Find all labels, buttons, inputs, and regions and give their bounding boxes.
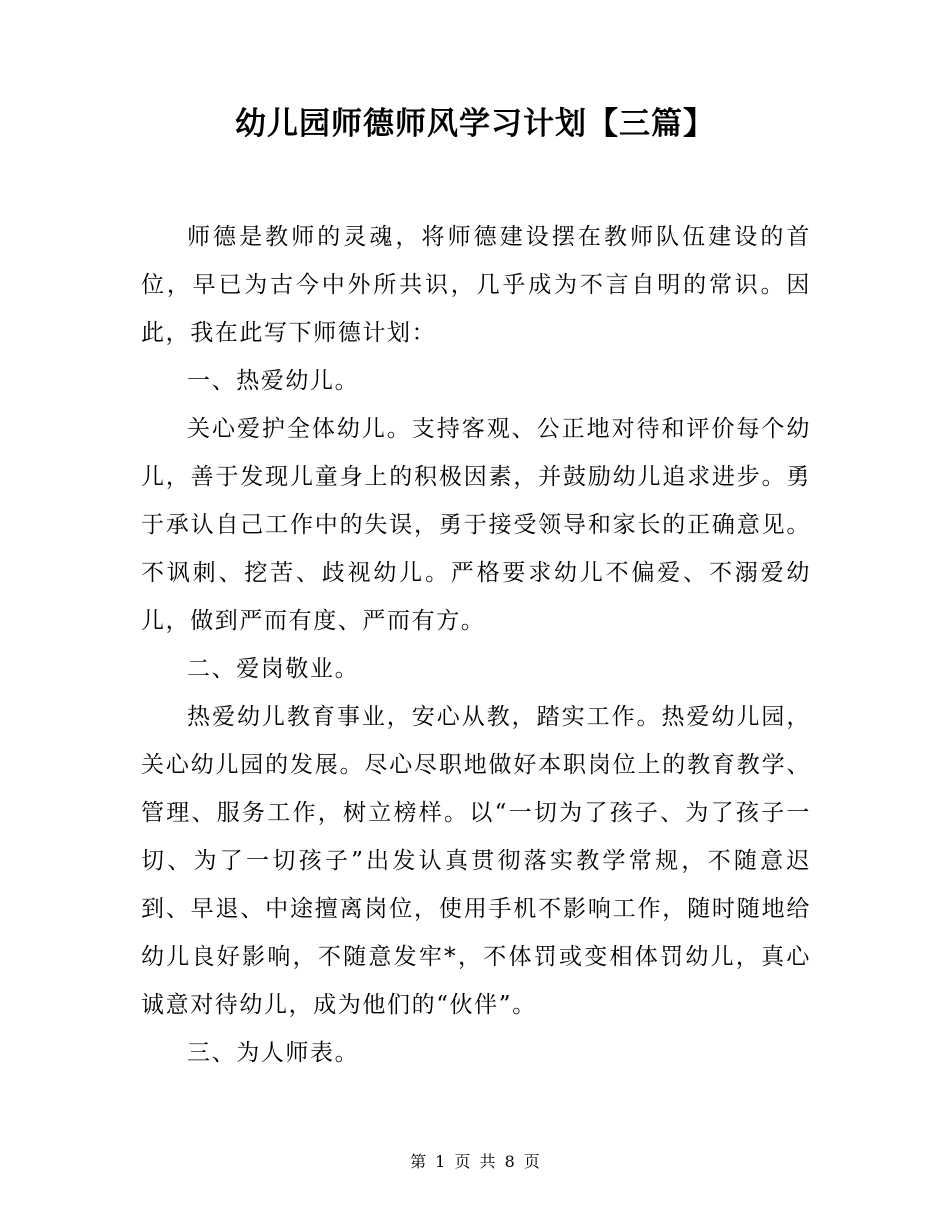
section-paragraph-1: 关心爱护全体幼儿。支持客观、公正地对待和评价每个幼儿，善于发现儿童身上的积极因素，并鼓励幼儿追求进步。勇于承认自己工作中的失误，勇于接受领导和家长的正确意见。不讽刺、挖苦、歧视幼儿。严格要求幼儿不偏爱、不溺爱幼儿，做到严而有度、严而有方。 (141, 416, 811, 634)
section-heading-3: 三、为人师表。 (187, 1040, 360, 1066)
section-heading-1: 一、热爱幼儿。 (187, 368, 360, 394)
document-body (141, 213, 811, 1077)
page-number-footer: 第 1 页 共 8 页 (410, 1152, 540, 1171)
section-paragraph-2: 热爱幼儿教育事业，安心从教，踏实工作。热爱幼儿园，关心幼儿园的发展。尽心尽职地做好本职岗位上的教育教学、管理、服务工作，树立榜样。以“一切为了孩子、为了孩子一切、为了一切孩子”出发认真贯彻落实教学常规，不随意迟到、早退、中途擅离岗位，使用手机不影响工作，随时随地给幼儿良好影响，不随意发牢*，不体罚或变相体罚幼儿，真心诚意对待幼儿，成为他们的“伙伴”。 (141, 704, 811, 1018)
document-title: 幼儿园师德师风学习计划【三篇】 (235, 106, 715, 142)
section-heading-2: 二、爱岗敬业。 (187, 656, 360, 682)
intro-paragraph: 师德是教师的灵魂，将师德建设摆在教师队伍建设的首位，早已为古今中外所共识，几乎成为不言自明的常识。因此，我在此写下师德计划： (141, 224, 811, 346)
